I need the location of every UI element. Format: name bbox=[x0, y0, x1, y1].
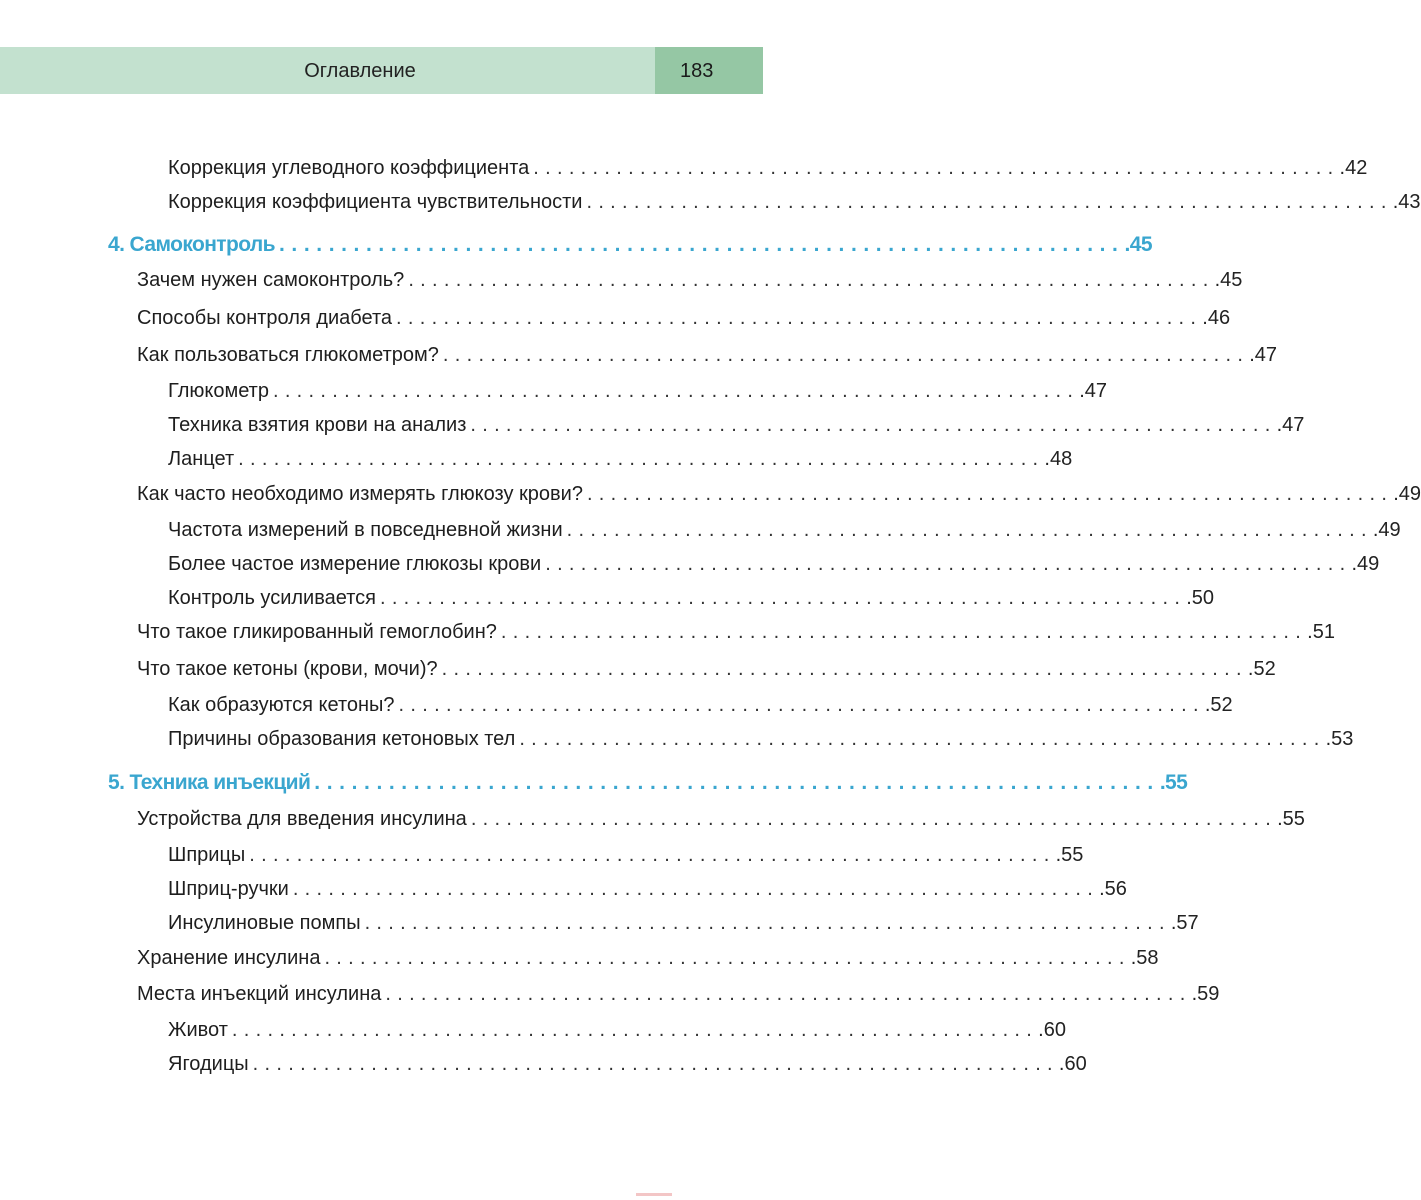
toc-entry-title: Частота измерений в повседневной жизни bbox=[168, 519, 563, 541]
dot-leader: .................................................................... bbox=[385, 983, 1192, 1005]
toc-entry-page: .55 bbox=[1055, 844, 1084, 866]
toc-entry-section[interactable] bbox=[137, 267, 1243, 293]
toc-entry-subsection[interactable] bbox=[168, 551, 1380, 577]
toc-entry-subsection[interactable] bbox=[168, 585, 1215, 611]
toc-entry-title: 4. Самоконтроль bbox=[108, 233, 275, 256]
toc-entry-title: Как пользоваться глюкометром? bbox=[137, 344, 439, 366]
toc-entry-title: Контроль усиливается bbox=[168, 587, 376, 609]
toc-entry-subsection[interactable] bbox=[168, 692, 1233, 718]
toc-entry-title: Причины образования кетоновых тел bbox=[168, 728, 516, 750]
dot-leader: .................................................................... bbox=[545, 553, 1352, 575]
toc-entry-subsection[interactable] bbox=[168, 412, 1305, 438]
toc-entry-page: .56 bbox=[1099, 878, 1127, 900]
toc-entry-subsection[interactable] bbox=[168, 189, 1421, 215]
toc-entry-title: Живот bbox=[168, 1019, 228, 1041]
dot-leader: .................................................................... bbox=[252, 1053, 1059, 1075]
toc-entry-page: .47 bbox=[1276, 414, 1305, 436]
dot-leader: .................................................................... bbox=[231, 1019, 1039, 1041]
toc-entry-subsection[interactable] bbox=[168, 876, 1127, 902]
toc-entry-page: .51 bbox=[1307, 621, 1335, 643]
toc-entry-section[interactable] bbox=[137, 481, 1421, 507]
dot-leader: .................................................................... bbox=[292, 878, 1100, 900]
toc-entry-section[interactable] bbox=[137, 656, 1276, 682]
toc-entry-page: .50 bbox=[1186, 587, 1215, 609]
toc-entry-page: .58 bbox=[1130, 947, 1159, 969]
dot-leader: .................................................................... bbox=[441, 658, 1248, 680]
dot-leader: .................................................................... bbox=[586, 483, 1394, 505]
toc-entry-title: Шприцы bbox=[168, 844, 246, 866]
toc-entry-page: .49 bbox=[1372, 519, 1401, 541]
dot-leader: .................................................................... bbox=[408, 269, 1215, 291]
toc-entry-subsection[interactable] bbox=[168, 155, 1368, 181]
page-edge-mark bbox=[636, 1193, 672, 1196]
toc-entry-title: Коррекция углеводного коэффициента bbox=[168, 157, 530, 179]
dot-leader: .................................................................... bbox=[314, 771, 1160, 794]
dot-leader: .................................................................... bbox=[272, 380, 1080, 402]
toc-entry-title: Более частое измерение глюкозы крови bbox=[168, 553, 542, 575]
toc-entry-title: Ягодицы bbox=[168, 1053, 249, 1075]
toc-entry-subsection[interactable] bbox=[168, 726, 1354, 752]
toc-entry-title: Инсулиновые помпы bbox=[168, 912, 361, 934]
toc-entry-subsection[interactable] bbox=[168, 1017, 1066, 1043]
toc-entry-subsection[interactable] bbox=[168, 842, 1084, 868]
dot-leader: .................................................................... bbox=[586, 191, 1393, 213]
toc-entry-title: Что такое кетоны (крови, мочи)? bbox=[137, 658, 438, 680]
toc-entry-title: Устройства для введения инсулина bbox=[137, 808, 467, 830]
toc-entry-page: .57 bbox=[1170, 912, 1199, 934]
toc-entry-page: .52 bbox=[1204, 694, 1233, 716]
toc-entry-subsection[interactable] bbox=[168, 1051, 1087, 1077]
toc-entry-title: Шприц-ручки bbox=[168, 878, 289, 900]
toc-entry-page: .59 bbox=[1191, 983, 1220, 1005]
page-number: 183 bbox=[655, 47, 763, 94]
toc-entry-page: .43 bbox=[1392, 191, 1421, 213]
toc-entry-section[interactable] bbox=[137, 619, 1335, 645]
toc-entry-page: .49 bbox=[1393, 483, 1421, 505]
toc-entry-title: Места инъекций инсулина bbox=[137, 983, 382, 1005]
toc-entry-title: 5. Техника инъекций bbox=[108, 771, 311, 794]
toc-entry-title: Как часто необходимо измерять глюкозу крови? bbox=[137, 483, 583, 505]
dot-leader: .................................................................... bbox=[500, 621, 1308, 643]
toc-entry-chapter[interactable] bbox=[108, 770, 1188, 796]
toc-entry-title: Зачем нужен самоконтроль? bbox=[137, 269, 405, 291]
dot-leader: .................................................................... bbox=[364, 912, 1171, 934]
toc-entry-page: .49 bbox=[1351, 553, 1380, 575]
dot-leader: .................................................................... bbox=[442, 344, 1250, 366]
toc-entry-page: .60 bbox=[1038, 1019, 1066, 1041]
toc-entry-section[interactable] bbox=[137, 945, 1159, 971]
dot-leader: .................................................................... bbox=[533, 157, 1340, 179]
toc-entry-page: .46 bbox=[1202, 307, 1231, 329]
toc-entry-subsection[interactable] bbox=[168, 378, 1108, 404]
dot-leader: .................................................................... bbox=[249, 844, 1056, 866]
toc-entry-page: .47 bbox=[1249, 344, 1277, 366]
toc-entry-page: .53 bbox=[1325, 728, 1354, 750]
toc-entry-subsection[interactable] bbox=[168, 517, 1401, 543]
toc-entry-chapter[interactable] bbox=[108, 232, 1152, 258]
toc-entry-section[interactable] bbox=[137, 981, 1220, 1007]
toc-entry-title: Глюкометр bbox=[168, 380, 269, 402]
dot-leader: .................................................................... bbox=[238, 448, 1045, 470]
toc-entry-title: Коррекция коэффициента чувствительности bbox=[168, 191, 583, 213]
toc-entry-subsection[interactable] bbox=[168, 446, 1073, 472]
toc-entry-page: .55 bbox=[1277, 808, 1305, 830]
dot-leader: .................................................................... bbox=[396, 307, 1203, 329]
dot-leader: .................................................................... bbox=[470, 414, 1277, 436]
dot-leader: .................................................................... bbox=[519, 728, 1326, 750]
toc-entry-title: Способы контроля диабета bbox=[137, 307, 393, 329]
toc-entry-page: .45 bbox=[1124, 233, 1152, 256]
dot-leader: .................................................................... bbox=[566, 519, 1373, 541]
toc-entry-page: .45 bbox=[1214, 269, 1243, 291]
dot-leader: .................................................................... bbox=[278, 233, 1125, 256]
toc-entry-page: .47 bbox=[1079, 380, 1108, 402]
dot-leader: .................................................................... bbox=[398, 694, 1205, 716]
toc-entry-page: .52 bbox=[1247, 658, 1276, 680]
running-title: Оглавление bbox=[304, 60, 416, 82]
toc-entry-title: Ланцет bbox=[168, 448, 235, 470]
toc-entry-section[interactable] bbox=[137, 806, 1305, 832]
toc-entry-title: Хранение инсулина bbox=[137, 947, 321, 969]
toc-entry-subsection[interactable] bbox=[168, 910, 1199, 936]
toc-entry-title: Техника взятия крови на анализ bbox=[168, 414, 467, 436]
dot-leader: .................................................................... bbox=[324, 947, 1131, 969]
toc-entry-section[interactable] bbox=[137, 305, 1231, 331]
toc-entry-page: .60 bbox=[1058, 1053, 1087, 1075]
toc-entry-page: .55 bbox=[1159, 771, 1188, 794]
toc-entry-page: .48 bbox=[1044, 448, 1073, 470]
toc-entry-title: Что такое гликированный гемоглобин? bbox=[137, 621, 497, 643]
toc-entry-title: Как образуются кетоны? bbox=[168, 694, 395, 716]
dot-leader: .................................................................... bbox=[470, 808, 1278, 830]
dot-leader: .................................................................... bbox=[379, 587, 1187, 609]
toc-entry-page: .42 bbox=[1339, 157, 1368, 179]
toc-entry-section[interactable] bbox=[137, 342, 1277, 368]
